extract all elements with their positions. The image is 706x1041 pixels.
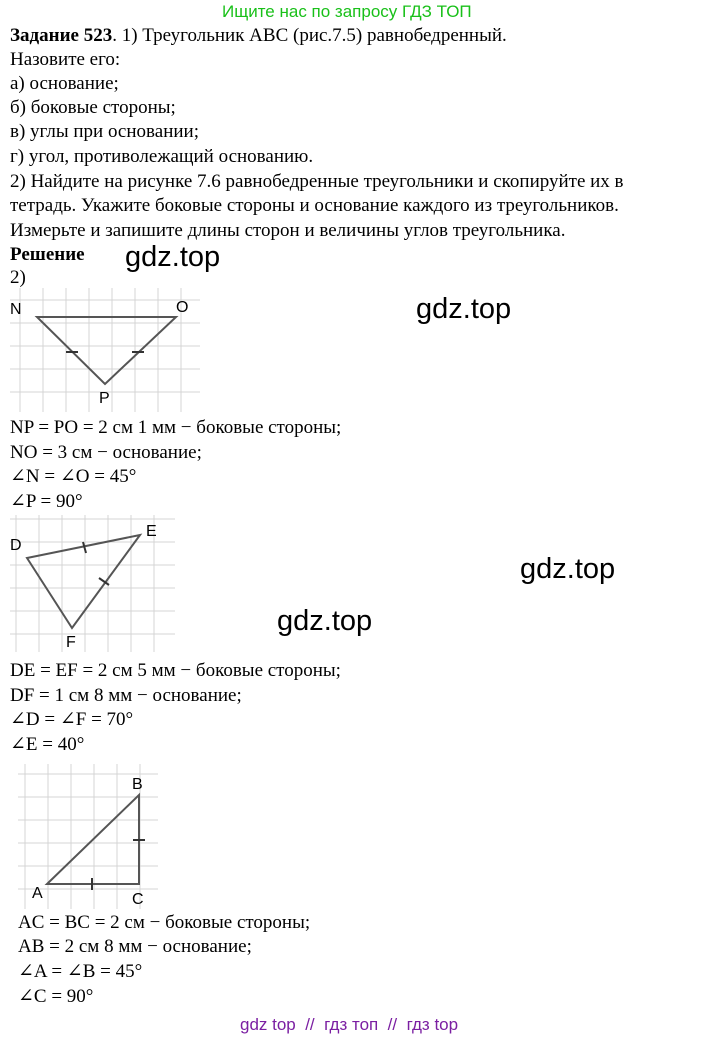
fact-line: NO = 3 см − основание; — [10, 442, 202, 463]
watermark: gdz.top — [520, 553, 616, 585]
task-number: Задание 523 — [10, 25, 113, 46]
vertex-label-f: F — [66, 634, 76, 651]
fact-line: ∠C = 90° — [18, 986, 94, 1007]
vertex-label-d: D — [10, 537, 22, 554]
triangle-def-figure — [10, 515, 175, 652]
fact-line: ∠D = ∠F = 70° — [10, 709, 134, 730]
task-line: г) угол, противолежащий основанию. — [10, 146, 314, 167]
task-line: 2) Найдите на рисунке 7.6 равнобедренные треугольники и скопируйте их в — [10, 171, 624, 192]
fact-line: ∠N = ∠O = 45° — [10, 466, 137, 487]
vertex-label-e: E — [146, 523, 157, 540]
task-line: Назовите его: — [10, 49, 121, 70]
watermark: gdz.top — [416, 293, 512, 325]
solution-heading: Решение — [10, 244, 85, 265]
fact-line: AC = BC = 2 см − боковые стороны; — [18, 912, 311, 933]
fact-line: ∠A = ∠B = 45° — [18, 961, 143, 982]
watermark: gdz.top — [277, 605, 373, 637]
footer-links: gdz top // гдз топ // гдз top — [240, 1015, 459, 1034]
task-title — [10, 24, 507, 47]
task-line: в) углы при основании; — [10, 121, 199, 142]
triangle-nop-figure — [10, 288, 200, 412]
watermark: gdz.top — [125, 241, 221, 273]
vertex-label-c: C — [132, 891, 144, 908]
fact-line: DF = 1 см 8 мм − основание; — [10, 685, 242, 706]
vertex-label-p: P — [99, 390, 110, 407]
task-intro: . 1) Треугольник ABC (рис.7.5) равнобедренный. — [112, 25, 507, 46]
task-line: а) основание; — [10, 73, 119, 94]
fact-line: DE = EF = 2 см 5 мм − боковые стороны; — [10, 660, 341, 681]
task-line: Измерьте и запишите длины сторон и величины углов треугольника. — [10, 220, 566, 241]
vertex-label-n: N — [10, 301, 22, 318]
triangle-nop — [37, 317, 176, 384]
fact-line: NP = PO = 2 см 1 мм − боковые стороны; — [10, 417, 342, 438]
task-line: б) боковые стороны; — [10, 97, 176, 118]
triangle-abc-figure — [18, 764, 158, 909]
fact-line: ∠E = 40° — [10, 734, 85, 755]
vertex-label-a: A — [32, 885, 43, 902]
solution-part: 2) — [10, 267, 26, 288]
header-banner: Ищите нас по запросу ГДЗ ТОП — [222, 2, 472, 21]
triangle-abc — [47, 795, 139, 884]
fact-line: ∠P = 90° — [10, 491, 83, 512]
fact-line: AB = 2 см 8 мм − основание; — [18, 936, 252, 957]
triangle-def — [27, 535, 140, 628]
vertex-label-o: O — [176, 299, 189, 316]
task-line: тетрадь. Укажите боковые стороны и основание каждого из треугольников. — [10, 195, 619, 216]
vertex-label-b: B — [132, 776, 143, 793]
